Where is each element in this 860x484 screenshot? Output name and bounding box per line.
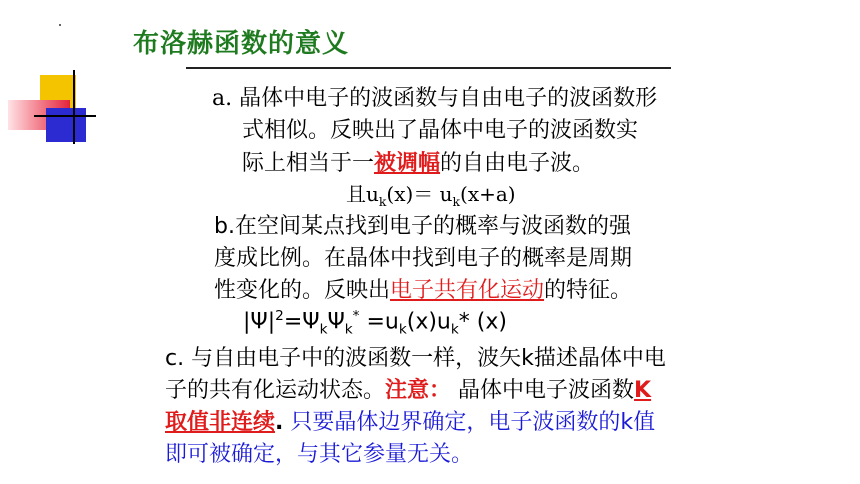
paragraph-c-blue-text-3: 只要晶体边界确定，电子波函数的k值	[283, 410, 656, 435]
paragraph-c	[165, 343, 765, 471]
formula1-tail: (x+a)	[460, 182, 516, 206]
decor-horizontal-line	[34, 115, 96, 117]
formula2-sub-k2: k	[344, 321, 353, 338]
formula2-psi-abs: |Ψ|	[243, 309, 276, 335]
slide-title: 布洛赫函数的意义	[133, 29, 350, 59]
formula2-eq-u: =u	[359, 309, 399, 335]
paragraph-c-line-3	[165, 407, 765, 439]
paragraph-a	[212, 83, 742, 180]
paragraph-c-line-4: 即可被确定，与其它参量无关。	[165, 442, 474, 467]
formula2-sup-2: 2	[275, 308, 284, 324]
emphasis-discontinuous: 取值非连续	[165, 410, 276, 435]
paragraph-a-line-2: 式相似。反映出了晶体中电子的波函数实	[242, 118, 639, 143]
paragraph-c-line-1: c. 与自由电子中的波函数一样，波矢k描述晶体中电	[165, 346, 666, 371]
paragraph-a-text-3-post: 的自由电子波。	[440, 151, 595, 176]
paragraph-a-line-3	[212, 147, 742, 180]
decor-blue-square	[46, 108, 86, 142]
paragraph-b-line-1: b.在空间某点找到电子的概率与波函数的强	[214, 214, 631, 239]
formula2-tail: * (x)	[458, 309, 507, 335]
emphasis-shared-motion: 电子共有化运动	[390, 278, 545, 303]
formula2-x-u: (x)u	[406, 309, 451, 335]
note-label: 注意：	[385, 378, 452, 403]
paragraph-b-line-3	[214, 275, 734, 307]
paragraph-b-text-3-post: 的特征。	[544, 278, 633, 303]
paragraph-c-text-2-mid: 晶体中电子波函数	[451, 378, 635, 403]
decor-vertical-line	[73, 70, 75, 144]
formula1-sub-k1: k	[378, 194, 387, 209]
paragraph-b	[214, 211, 734, 307]
paragraph-b-line-2: 度成比例。在晶体中找到电子的概率是周期	[214, 246, 633, 271]
paragraph-c-text-2-pre: 子的共有化运动状态。	[165, 378, 386, 403]
paragraph-a-text-1: 晶体中电子的波函数与自由电子的波函数形	[239, 86, 658, 111]
emphasis-modulated: 被调幅	[374, 150, 441, 176]
formula-probability-density	[243, 308, 507, 338]
formula2-psi: Ψ	[327, 309, 345, 335]
formula2-eq-psi: =Ψ	[283, 309, 320, 335]
formula2-sub-k1: k	[319, 321, 328, 338]
formula-periodic-u	[346, 178, 516, 209]
paragraph-c-line-2	[165, 375, 765, 407]
formula1-lead: 且u	[346, 182, 379, 206]
formula1-sub-k2: k	[452, 194, 461, 209]
paragraph-a-text-3-pre: 际上相当于一	[242, 151, 375, 176]
formula2-sup-star: *	[352, 308, 360, 324]
title-underline-rule	[186, 67, 671, 69]
paragraph-a-line-1	[212, 83, 742, 115]
paragraph-c-period: .	[275, 410, 284, 435]
paragraph-a-label: a.	[212, 86, 233, 111]
corner-dot	[59, 24, 61, 26]
formula1-mid: (x)＝ u	[386, 182, 453, 206]
formula2-sub-k3: k	[398, 321, 407, 338]
formula2-sub-k4: k	[450, 321, 459, 338]
paragraph-b-text-3-pre: 性变化的。反映出	[214, 278, 391, 303]
emphasis-k: K	[634, 378, 652, 403]
